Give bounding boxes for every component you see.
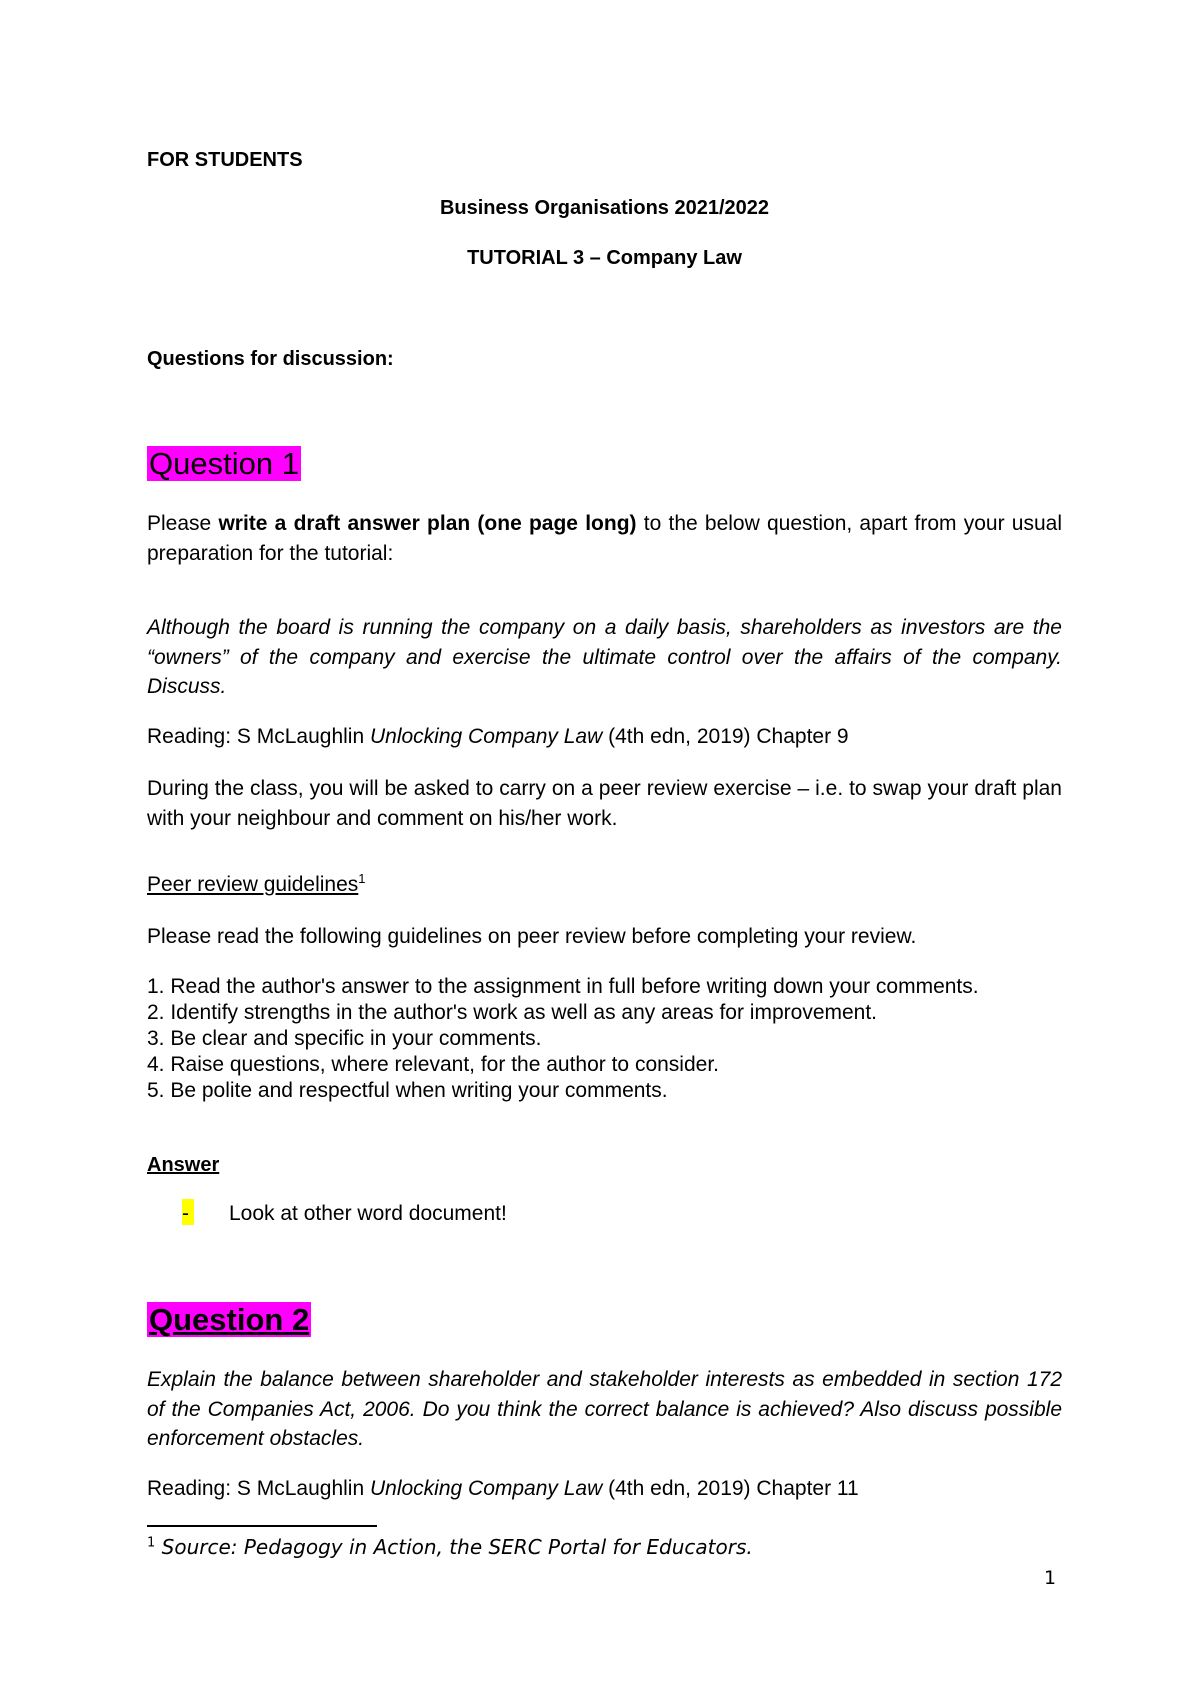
reading-suffix: (4th edn, 2019) Chapter 11 bbox=[602, 1477, 859, 1500]
peer-review-note: During the class, you will be asked to carry on a peer review exercise – i.e. to swap your draft plan with your neighbour and comment on his/her work. bbox=[147, 777, 1062, 830]
course-title: Business Organisations 2021/2022 bbox=[439, 197, 770, 219]
list-item: 2. Identify strengths in the author's work as well as any areas for improvement. bbox=[147, 1001, 878, 1024]
question-2-heading bbox=[145, 1300, 313, 1340]
peer-review-guidelines-heading bbox=[147, 870, 366, 900]
footnote-text: Source: Pedagogy in Action, the SERC Portal for Educators. bbox=[155, 1535, 753, 1559]
question-2-reading bbox=[147, 1474, 859, 1504]
guidelines-heading-text: Peer review guidelines bbox=[147, 873, 359, 896]
question-1-intro bbox=[147, 509, 1062, 568]
reading-book-title: Unlocking Company Law bbox=[369, 1477, 603, 1500]
reading-suffix: (4th edn, 2019) Chapter 9 bbox=[602, 725, 849, 748]
list-item: 5. Be polite and respectful when writing your comments. bbox=[147, 1079, 668, 1102]
list-item: 1. Read the author's answer to the assignment in full before writing down your comments. bbox=[147, 975, 979, 998]
list-item: 3. Be clear and specific in your comments. bbox=[147, 1027, 542, 1050]
answer-heading: Answer bbox=[147, 1154, 220, 1176]
answer-dash: - bbox=[182, 1199, 194, 1225]
answer-item-text: Look at other word document! bbox=[229, 1202, 507, 1225]
footnote bbox=[147, 1534, 753, 1560]
question-1-heading bbox=[145, 444, 303, 484]
footnote-marker: 1 bbox=[147, 1535, 156, 1551]
reading-prefix: Reading: S McLaughlin bbox=[147, 1477, 370, 1500]
intro-text-start: Please bbox=[147, 512, 219, 535]
list-item: 4. Raise questions, where relevant, for the author to consider. bbox=[147, 1053, 719, 1076]
question-2-prompt: Explain the balance between shareholder and stakeholder interests as embedded in section 172 of the Companies Act, 2006. Do you think the correct balance is achieved? Also discuss possible enforcement obstacles. bbox=[147, 1368, 1062, 1450]
intro-text-end: to the below question, apart from your usual preparation for the tutorial: bbox=[147, 512, 1063, 565]
answer-item bbox=[182, 1199, 507, 1229]
guidelines-list bbox=[147, 974, 1062, 1104]
discussion-label: Questions for discussion: bbox=[147, 348, 394, 370]
intro-emphasis: write a draft answer plan (one page long) bbox=[218, 512, 637, 535]
page-number: 1 bbox=[1044, 1567, 1057, 1589]
tutorial-title: TUTORIAL 3 – Company Law bbox=[467, 247, 742, 269]
question-1-reading bbox=[147, 722, 849, 752]
footnote-separator bbox=[147, 1525, 377, 1527]
question-1-prompt: Although the board is running the company on a daily basis, shareholders as investors are the “owners” of the company and exercise the ultimate control over the affairs of the company. Discuss. bbox=[147, 616, 1062, 698]
question-2-heading-text: Question 2 bbox=[149, 1302, 310, 1337]
question-1-heading-text: Question 1 bbox=[149, 446, 299, 481]
audience-label: FOR STUDENTS bbox=[147, 149, 303, 171]
reading-book-title: Unlocking Company Law bbox=[369, 725, 603, 748]
guidelines-intro: Please read the following guidelines on peer review before completing your review. bbox=[147, 925, 917, 948]
reading-prefix: Reading: S McLaughlin bbox=[147, 725, 370, 748]
footnote-reference: 1 bbox=[358, 871, 366, 886]
